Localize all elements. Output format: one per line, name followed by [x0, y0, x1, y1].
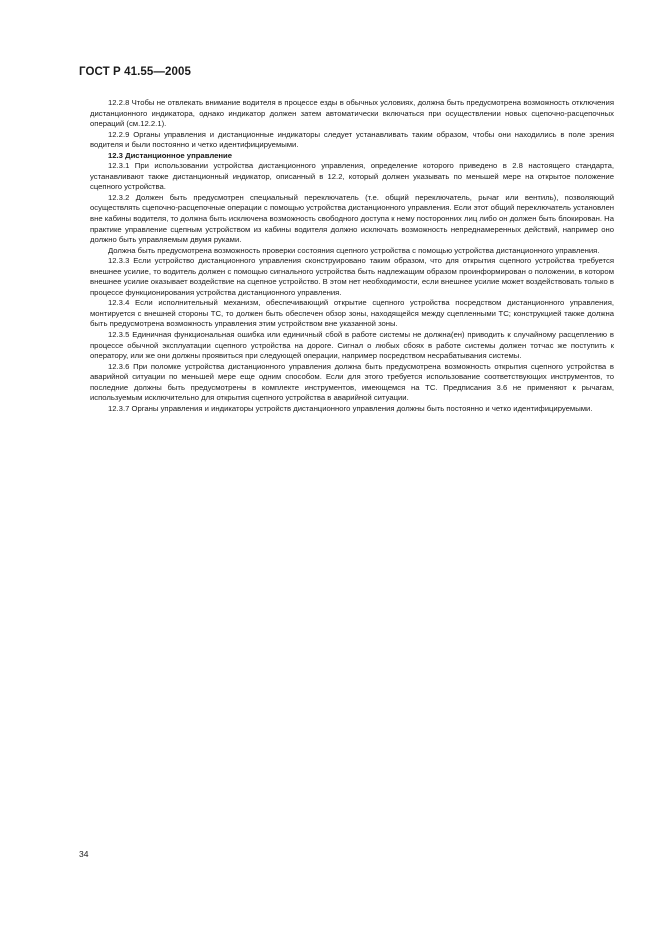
paragraph-12-3-7: 12.3.7 Органы управления и индикаторы устройств дистанционного управления должны быть постоянно и четко идентифицируемыми. — [108, 403, 593, 413]
document-header: ГОСТ Р 41.55—2005 — [79, 66, 191, 78]
paragraph-12-3-6: 12.3.6 При поломке устройства дистанционного управления должна быть предусмотрена возможность открытия сцепного устройства в аварийной ситуации по меньшей мере еще одним способом. Если для этого требуется использование соответствующих инструментов, то последние должны быть предусмотрены в комплекте инструментов, имеющемся на ТС. Предписания 3.6 не применяют к рычагам, используемым исключительно для открытия сцепного устройства в аварийной ситуации. — [90, 361, 614, 403]
paragraph-12-3-2: 12.3.2 Должен быть предусмотрен специальный переключатель (т.е. общий переключатель, рычаг или вентиль), позволяющий осуществлять сцепочно-расцепочные операции с помощью устройства дистанционного управления. Если этот общий переключатель установлен вне кабины водителя, то должна быть исключена возможность свободного доступа к нему посторонних лиц либо он должен быть блокирован. На практике управление сцепным устройством из кабины водителя должно исключать возможность непреднамеренных действий, например оно должно быть управляемым двумя руками. — [90, 192, 614, 245]
paragraph-12-3-2-cont: Должна быть предусмотрена возможность проверки состояния сцепного устройства с помощью устройства дистанционного управления. — [108, 245, 600, 255]
paragraph-12-2-9: 12.2.9 Органы управления и дистанционные индикаторы следует устанавливать таким образом, чтобы они находились в поле зрения водителя и были постоянно и четко идентифицируемыми. — [90, 129, 614, 150]
paragraph-12-3-5: 12.3.5 Единичная функциональная ошибка или единичный сбой в работе системы не должна(ен) приводить к случайному расцеплению в процессе обычной эксплуатации сцепного устройства на дороге. Сигнал о любых сбоях в работе системы должен тотчас же поступить к оператору, или же они должны проявиться при следующей операции, например посредством несрабатывания системы. — [90, 330, 614, 361]
document-body — [90, 98, 614, 414]
paragraph-12-3-1: 12.3.1 При использовании устройства дистанционного управления, определение которого приведено в 2.8 настоящего стандарта, устанавливают также дистанционный индикатор, описанный в 12.2, который должен указывать по меньшей мере на открытое положение сцепного устройства. — [90, 161, 614, 192]
paragraph-12-2-8: 12.2.8 Чтобы не отвлекать внимание водителя в процессе езды в обычных условиях, должна быть предусмотрена возможность отключения дистанционного индикатора, однако индикатор должен затем автоматически включаться при осуществлении новых сцепочно-расцепочных операций (см.12.2.1). — [90, 98, 614, 129]
section-heading-12-3: 12.3 Дистанционное управление — [108, 150, 233, 160]
page-number: 34 — [79, 849, 89, 859]
paragraph-12-3-3: 12.3.3 Если устройство дистанционного управления сконструировано таким образом, что для открытия сцепного устройства требуется внешнее усилие, то водитель должен с помощью сигнального устройства быть надлежащим образом проинформирован о положении, в котором внешнее усилие оказывает воздействие на сцепное устройство. В этом нет необходимости, если внешнее усилие может воздействовать только в процессе функционирования устройства дистанционного управления. — [90, 256, 614, 297]
paragraph-12-3-4: 12.3.4 Если исполнительный механизм, обеспечивающий открытие сцепного устройства посредством дистанционного управления, монтируется с внешней стороны ТС, то должен быть обеспечен обзор зоны, находящейся между сцепленными ТС; конструкцией также должна быть предусмотрена возможность управления этим устройством вне указанной зоны. — [90, 298, 614, 329]
